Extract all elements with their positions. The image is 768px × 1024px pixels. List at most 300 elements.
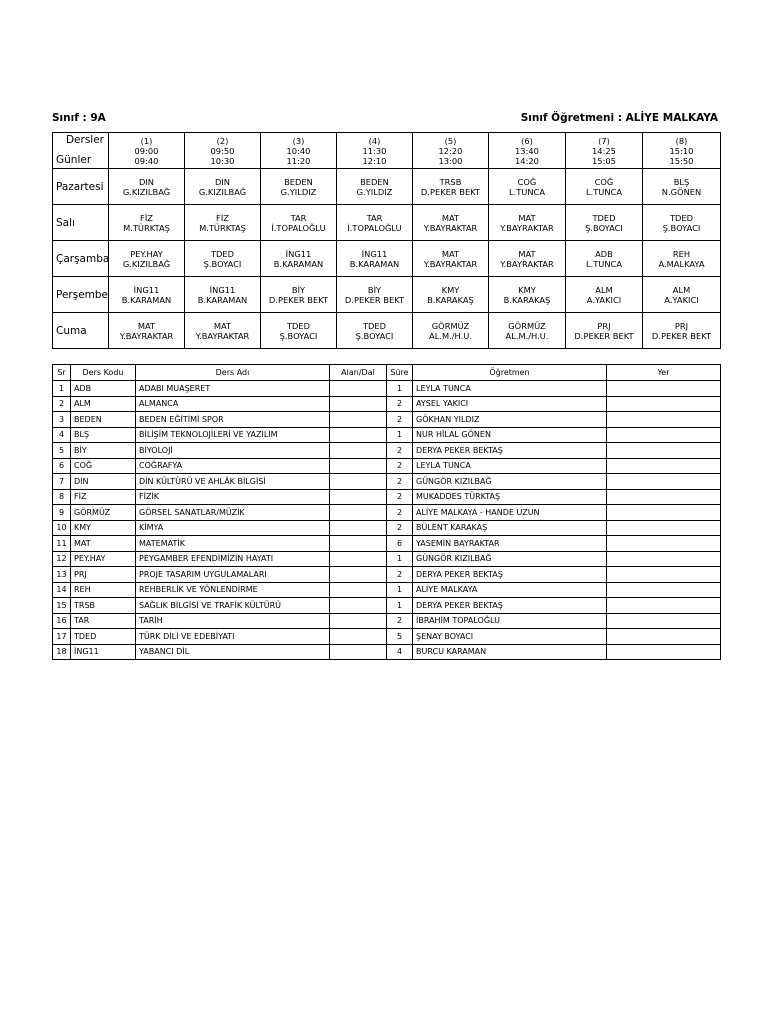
lesson-teacher: İ.TOPALOĞLU [347,222,402,233]
lesson-cell [109,313,185,349]
course-teacher: İBRAHİM TOPALOĞLU [413,613,607,629]
course-teacher: LEYLA TUNCA [413,381,607,397]
lesson-teacher: L.TUNCA [585,186,623,197]
period-header-cell [643,133,721,169]
column-header-teacher: Öğretmen [413,365,607,381]
schedule-day-row [53,313,721,349]
lesson-code: GÖRMÜZ [508,320,546,331]
lesson-teacher: B.KARAMAN [273,258,324,269]
course-place [607,644,721,660]
course-name: BEDEN EĞİTİMİ SPOR [136,412,330,428]
lesson-cell [109,241,185,277]
course-duration: 2 [387,396,413,412]
row-number: 14 [53,582,71,598]
lesson-code: COĞ [517,176,537,187]
course-code: BLŞ [71,427,136,443]
column-header-sr: Sr [53,365,71,381]
period-end-time: 11:20 [286,155,311,166]
lesson-cell [337,205,413,241]
lesson-teacher: AL.M./H.U. [429,330,472,341]
table-row [53,474,721,490]
course-duration: 1 [387,582,413,598]
row-number: 1 [53,381,71,397]
lesson-code: İNG11 [285,248,312,259]
period-end-time: 12:10 [362,155,387,166]
weekly-schedule-table [52,132,721,349]
schedule-day-row [53,205,721,241]
lesson-cell [413,169,489,205]
day-name-cell: Cuma [53,313,109,349]
lesson-cell [185,277,261,313]
lesson-teacher: B.KARAMAN [349,258,400,269]
row-number: 2 [53,396,71,412]
row-number: 8 [53,489,71,505]
table-row [53,536,721,552]
period-end-time: 09:40 [134,155,159,166]
period-end-time: 10:30 [210,155,235,166]
lesson-cell [566,313,643,349]
lesson-cell [337,241,413,277]
lesson-teacher: B.KARAKAŞ [427,294,474,305]
table-row [53,381,721,397]
period-header-cell [261,133,337,169]
schedule-day-row [53,169,721,205]
table-row [53,629,721,645]
course-name: ADABI MUAŞERET [136,381,330,397]
course-place [607,443,721,459]
course-duration: 2 [387,458,413,474]
lesson-teacher: G.KIZILBAĞ [122,186,171,197]
schedule-day-row [53,277,721,313]
course-area [330,412,387,428]
lesson-teacher: A.YAKICI [664,294,699,305]
table-row [53,582,721,598]
course-place [607,520,721,536]
course-area [330,567,387,583]
course-list-header-row [53,365,721,381]
lesson-code: PEY.HAY [130,248,163,259]
course-place [607,613,721,629]
table-row [53,458,721,474]
course-teacher: GÜNGÖR KIZILBAĞ [413,551,607,567]
course-place [607,567,721,583]
row-number: 11 [53,536,71,552]
table-row [53,613,721,629]
course-area [330,582,387,598]
days-axis-label: Günler [56,154,92,166]
course-teacher: ŞENAY BOYACI [413,629,607,645]
lesson-code: MAT [441,248,460,259]
period-start-time: 15:10 [669,145,694,156]
table-row [53,412,721,428]
lesson-code: BİY [291,284,306,295]
course-teacher: NUR HİLAL GÖNEN [413,427,607,443]
course-name: PROJE TASARIM UYGULAMALARI [136,567,330,583]
course-name: ALMANCA [136,396,330,412]
course-place [607,458,721,474]
lesson-code: BLŞ [673,176,690,187]
schedule-header-row [53,133,721,169]
lesson-cell [413,277,489,313]
row-number: 5 [53,443,71,459]
lesson-code: ADB [595,248,613,259]
course-name: GÖRSEL SANATLAR/MÜZİK [136,505,330,521]
course-place [607,489,721,505]
period-number: (3) [292,135,305,146]
course-place [607,582,721,598]
course-code: ALM [71,396,136,412]
course-code: MAT [71,536,136,552]
course-teacher: YASEMİN BAYRAKTAR [413,536,607,552]
lesson-code: İNG11 [209,284,236,295]
course-duration: 5 [387,629,413,645]
lesson-teacher: Ş.BOYACI [585,222,623,233]
course-area [330,474,387,490]
lesson-cell [109,205,185,241]
course-area [330,396,387,412]
course-code: PRJ [71,567,136,583]
lesson-code: MAT [518,212,536,223]
course-duration: 1 [387,427,413,443]
course-place [607,474,721,490]
lesson-teacher: G.YILDIZ [280,186,317,197]
lessons-axis-label: Dersler [65,134,104,146]
lesson-code: TDED [362,320,387,331]
course-place [607,505,721,521]
course-code: İNG11 [71,644,136,660]
lesson-teacher: D.PEKER BEKT [420,186,481,197]
table-row [53,505,721,521]
course-list-table [52,364,721,660]
lesson-cell [261,205,337,241]
period-header-cell [489,133,566,169]
period-end-time: 13:00 [438,155,463,166]
row-number: 9 [53,505,71,521]
table-row [53,598,721,614]
lesson-code: TDED [592,212,616,223]
course-place [607,536,721,552]
course-name: COĞRAFYA [136,458,330,474]
column-header-duration: Süre [387,365,413,381]
course-code: ADB [71,381,136,397]
day-name-cell: Perşembe [53,277,109,313]
lesson-cell [413,241,489,277]
lesson-teacher: G.YILDIZ [356,186,393,197]
row-number: 17 [53,629,71,645]
course-duration: 2 [387,613,413,629]
day-name-cell: Pazartesi [53,169,109,205]
lesson-cell [566,241,643,277]
table-row [53,489,721,505]
course-name: BİLİŞİM TEKNOLOJİLERİ VE YAZILIM [136,427,330,443]
course-name: MATEMATİK [136,536,330,552]
lesson-teacher: A.YAKICI [586,294,622,305]
lesson-teacher: İ.TOPALOĞLU [271,222,326,233]
lesson-code: BEDEN [284,176,313,187]
schedule-corner-cell [53,133,109,169]
lesson-code: TDED [210,248,235,259]
course-code: FİZ [71,489,136,505]
course-place [607,396,721,412]
course-code: COĞ [71,458,136,474]
course-teacher: GÖKHAN YILDIZ [413,412,607,428]
course-teacher: GÜNGÖR KIZILBAĞ [413,474,607,490]
course-teacher: LEYLA TUNCA [413,458,607,474]
period-header-cell [109,133,185,169]
lesson-cell [109,169,185,205]
period-end-time: 15:05 [592,155,616,166]
schedule-day-row [53,241,721,277]
lesson-code: PRJ [597,320,611,331]
lesson-teacher: Y.BAYRAKTAR [500,222,554,233]
lesson-cell [185,313,261,349]
table-row [53,567,721,583]
course-teacher: DERYA PEKER BEKTAŞ [413,567,607,583]
period-start-time: 09:00 [134,145,159,156]
row-number: 15 [53,598,71,614]
course-area [330,427,387,443]
course-teacher: AYSEL YAKICI [413,396,607,412]
lesson-code: TAR [366,212,383,223]
lesson-code: DIN [138,176,155,187]
lesson-teacher: Ş.BOYACI [355,330,394,341]
day-name-cell: Salı [53,205,109,241]
course-code: GÖRMÜZ [71,505,136,521]
lesson-code: ALM [595,284,613,295]
lesson-code: MAT [441,212,460,223]
course-duration: 2 [387,567,413,583]
lesson-teacher: B.KARAMAN [197,294,248,305]
course-area [330,629,387,645]
course-code: TDED [71,629,136,645]
lesson-code: MAT [518,248,536,259]
course-teacher: MUKADDES TÜRKTAŞ [413,489,607,505]
course-duration: 2 [387,412,413,428]
course-duration: 1 [387,598,413,614]
period-header-cell [413,133,489,169]
lesson-teacher: M.TÜRKTAŞ [199,222,246,233]
course-name: KİMYA [136,520,330,536]
period-number: (1) [140,135,153,146]
period-number: (8) [675,135,688,146]
period-end-time: 14:20 [515,155,539,166]
period-number: (5) [444,135,457,146]
period-header-cell [185,133,261,169]
lesson-teacher: D.PEKER BEKT [574,330,634,341]
period-start-time: 10:40 [286,145,311,156]
course-code: DIN [71,474,136,490]
lesson-code: İNG11 [361,248,388,259]
lesson-code: TDED [286,320,311,331]
lesson-cell [489,313,566,349]
lesson-teacher: N.GÖNEN [661,186,702,197]
column-header-area: Alan/Dal [330,365,387,381]
period-number: (6) [521,135,533,146]
lesson-code: FİZ [216,212,229,223]
row-number: 3 [53,412,71,428]
row-number: 4 [53,427,71,443]
course-area [330,381,387,397]
course-area [330,520,387,536]
lesson-teacher: Y.BAYRAKTAR [423,258,478,269]
lesson-code: ALM [672,284,691,295]
lesson-code: İNG11 [133,284,160,295]
lesson-code: REH [672,248,691,259]
period-number: (4) [368,135,381,146]
lesson-teacher: D.PEKER BEKT [344,294,405,305]
lesson-cell [566,205,643,241]
course-code: REH [71,582,136,598]
lesson-code: TDED [669,212,694,223]
lesson-cell [337,313,413,349]
course-name: DİN KÜLTÜRÜ VE AHLÂK BİLGİSİ [136,474,330,490]
course-name: REHBERLİK VE YÖNLENDİRME [136,582,330,598]
lesson-cell [643,241,721,277]
lesson-code: GÖRMÜZ [431,320,470,331]
course-area [330,598,387,614]
lesson-cell [109,277,185,313]
period-start-time: 11:30 [362,145,387,156]
lesson-cell [566,169,643,205]
lesson-cell [185,169,261,205]
lesson-teacher: B.KARAKAŞ [503,294,551,305]
course-place [607,427,721,443]
course-code: BİY [71,443,136,459]
course-duration: 2 [387,443,413,459]
lesson-teacher: A.MALKAYA [658,258,705,269]
lesson-cell [261,241,337,277]
period-start-time: 12:20 [438,145,463,156]
class-teacher-label: Sınıf Öğretmeni : ALİYE MALKAYA [520,112,718,124]
period-start-time: 09:50 [210,145,235,156]
course-code: PEY.HAY [71,551,136,567]
row-number: 7 [53,474,71,490]
lesson-cell [185,241,261,277]
course-duration: 2 [387,520,413,536]
table-row [53,427,721,443]
lesson-code: DIN [214,176,231,187]
course-area [330,644,387,660]
course-name: YABANCI DİL [136,644,330,660]
course-name: PEYGAMBER EFENDİMİZİN HAYATI [136,551,330,567]
course-name: BİYOLOJİ [136,443,330,459]
lesson-teacher: AL.M./H.U. [505,330,549,341]
lesson-cell [566,277,643,313]
course-teacher: ALİYE MALKAYA - HANDE UZUN [413,505,607,521]
lesson-code: MAT [137,320,156,331]
lesson-code: PRJ [674,320,689,331]
course-duration: 2 [387,474,413,490]
course-teacher: BURCU KARAMAN [413,644,607,660]
lesson-cell [489,205,566,241]
lesson-code: TRSB [439,176,462,187]
lesson-code: KMY [518,284,536,295]
course-code: TRSB [71,598,136,614]
lesson-code: KMY [441,284,460,295]
lesson-cell [337,169,413,205]
column-header-place: Yer [607,365,721,381]
lesson-cell [489,241,566,277]
lesson-teacher: Y.BAYRAKTAR [195,330,250,341]
period-start-time: 13:40 [515,145,539,156]
course-duration: 2 [387,489,413,505]
row-number: 16 [53,613,71,629]
lesson-cell [261,277,337,313]
course-name: FİZİK [136,489,330,505]
course-area [330,551,387,567]
lesson-cell [489,169,566,205]
table-row [53,551,721,567]
course-code: KMY [71,520,136,536]
row-number: 13 [53,567,71,583]
row-number: 10 [53,520,71,536]
course-name: SAĞLIK BİLGİSİ VE TRAFİK KÜLTÜRÜ [136,598,330,614]
table-row [53,644,721,660]
lesson-cell [337,277,413,313]
period-header-cell [566,133,643,169]
lesson-teacher: L.TUNCA [585,258,623,269]
lesson-cell [185,205,261,241]
course-place [607,598,721,614]
course-name: TÜRK DİLİ VE EDEBİYATI [136,629,330,645]
lesson-teacher: D.PEKER BEKT [268,294,329,305]
lesson-cell [261,169,337,205]
period-header-cell [337,133,413,169]
lesson-cell [413,313,489,349]
lesson-teacher: Y.BAYRAKTAR [500,258,554,269]
lesson-teacher: Ş.BOYACI [662,222,701,233]
course-place [607,381,721,397]
lesson-cell [413,205,489,241]
lesson-code: TAR [290,212,307,223]
course-name: TARİH [136,613,330,629]
table-row [53,443,721,459]
course-code: TAR [71,613,136,629]
lesson-cell [261,313,337,349]
course-area [330,505,387,521]
lesson-cell [643,277,721,313]
lesson-code: BEDEN [360,176,389,187]
course-area [330,443,387,459]
lesson-teacher: B.KARAMAN [121,294,172,305]
course-area [330,458,387,474]
column-header-course-code: Ders Kodu [71,365,136,381]
column-header-course-name: Ders Adı [136,365,330,381]
lesson-code: BİY [367,284,382,295]
course-duration: 6 [387,536,413,552]
course-duration: 1 [387,381,413,397]
course-area [330,489,387,505]
course-duration: 2 [387,505,413,521]
row-number: 18 [53,644,71,660]
lesson-teacher: Ş.BOYACI [279,330,318,341]
lesson-teacher: Y.BAYRAKTAR [423,222,478,233]
course-teacher: ALİYE MALKAYA [413,582,607,598]
period-end-time: 15:50 [669,155,694,166]
lesson-teacher: G.KIZILBAĞ [122,258,171,269]
lesson-teacher: Ş.BOYACI [203,258,242,269]
lesson-code: FİZ [140,212,153,223]
course-duration: 4 [387,644,413,660]
course-area [330,613,387,629]
course-place [607,551,721,567]
corner-labels [53,133,108,168]
period-number: (7) [598,135,610,146]
lesson-code: MAT [213,320,232,331]
course-place [607,629,721,645]
class-label: Sınıf : 9A [52,112,106,124]
row-number: 6 [53,458,71,474]
